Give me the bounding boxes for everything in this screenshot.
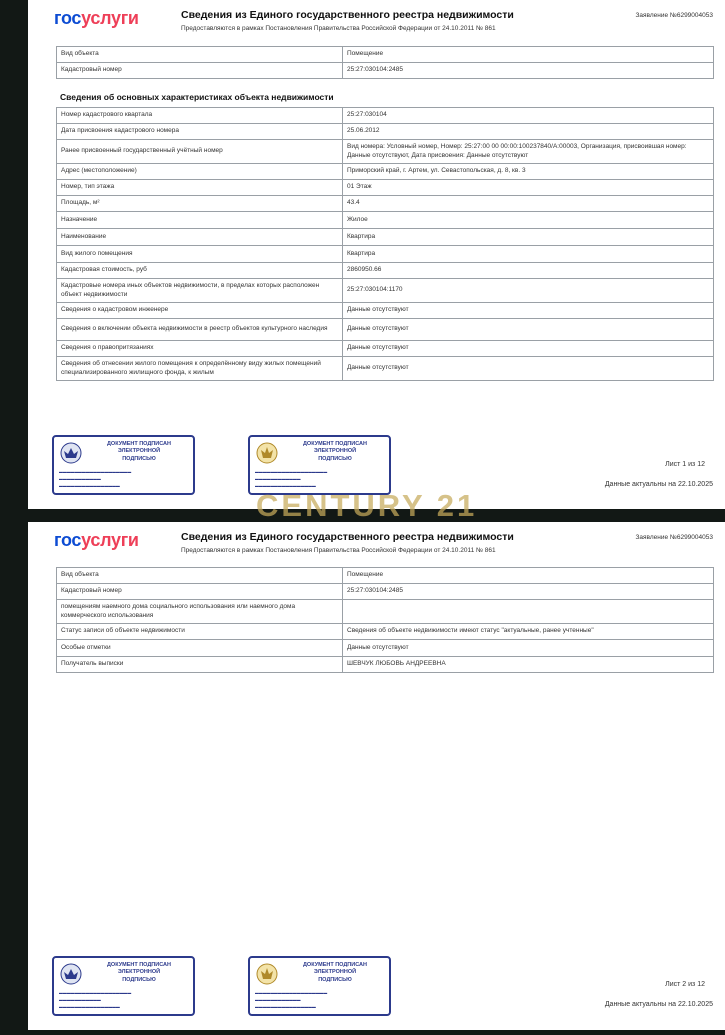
actual-date: Данные актуальны на 22.10.2025 — [604, 1001, 713, 1008]
stamp-details: ▬▬▬▬▬▬▬▬▬▬▬▬▬▬▬▬ — [59, 484, 120, 488]
e-signature-stamp — [248, 435, 391, 495]
stamp-details: ▬▬▬▬▬▬▬▬▬▬▬▬▬▬▬▬ — [59, 1005, 120, 1009]
table-row: Наименование Квартира — [57, 229, 714, 246]
table-row: Дата присвоения кадастрового номера 25.06.2012 — [57, 124, 714, 140]
table-row: Кадастровая стоимость, руб 2860950.66 — [57, 263, 714, 279]
page-header — [28, 522, 725, 562]
table-row: Номер, тип этажа 01 Этаж — [57, 180, 714, 196]
table-row: Кадастровый номер 25:27:030104:2485 — [57, 584, 714, 600]
stamp-title: ДОКУМЕНТ ПОДПИСАН ЭЛЕКТРОННОЙ ПОДПИСЬЮ — [303, 962, 367, 983]
object-status-table — [56, 567, 714, 673]
request-number: Заявление №6299004053 — [635, 534, 713, 541]
stamp-details: ▬▬▬▬▬▬▬▬▬▬▬▬▬▬▬▬ — [255, 1005, 316, 1009]
stamp-details: ▬▬▬▬▬▬▬▬▬▬▬ — [59, 998, 101, 1002]
characteristics-table — [56, 107, 714, 381]
stamp-details: ▬▬▬▬▬▬▬▬▬▬▬▬▬▬▬▬▬▬▬ — [59, 991, 132, 995]
table-row: Назначение Жилое — [57, 212, 714, 229]
e-signature-stamp — [52, 956, 195, 1016]
stamp-details: ▬▬▬▬▬▬▬▬▬▬▬ — [59, 477, 101, 481]
table-row: Площадь, м² 43.4 — [57, 196, 714, 212]
document-title: Сведения из Единого государственного реестра недвижимости — [181, 531, 514, 543]
sheet-number: Лист 1 из 12 — [665, 461, 705, 468]
stamp-title: ДОКУМЕНТ ПОДПИСАН ЭЛЕКТРОННОЙ ПОДПИСЬЮ — [107, 962, 171, 983]
stamp-details: ▬▬▬▬▬▬▬▬▬▬▬▬ — [255, 477, 301, 481]
rosreestr-emblem-icon — [60, 442, 82, 464]
table-row: Сведения о кадастровом инженере Данные отсутствуют — [57, 303, 714, 319]
request-number: Заявление №6299004053 — [635, 12, 713, 19]
table-row: Кадастровый номер 25:27:030104:2485 — [57, 63, 714, 79]
document-page-1 — [28, 0, 725, 509]
page-header — [28, 0, 725, 40]
stamp-details: ▬▬▬▬▬▬▬▬▬▬▬▬ — [255, 998, 301, 1002]
gosuslugi-logo: госуслуги — [54, 530, 139, 550]
actual-date: Данные актуальны на 22.10.2025 — [604, 481, 713, 488]
e-signature-stamp — [248, 956, 391, 1016]
gosuslugi-logo: госуслуги — [54, 8, 139, 28]
stamp-details: ▬▬▬▬▬▬▬▬▬▬▬▬▬▬▬▬ — [255, 484, 316, 488]
document-page-2 — [28, 522, 725, 1030]
table-row: Сведения о правопритязаниях Данные отсутствуют — [57, 341, 714, 357]
rosreestr-emblem-icon — [60, 963, 82, 985]
e-signature-stamp — [52, 435, 195, 495]
table-row: Вид объекта Помещение — [57, 47, 714, 63]
table-row: Статус записи об объекте недвижимости Сведения об объекте недвижимости имеют статус "актуальные, ранее учтенные" — [57, 624, 714, 640]
table-row: Особые отметки Данные отсутствуют — [57, 640, 714, 657]
section-title: Сведения об основных характеристиках объекта недвижимости — [60, 92, 334, 102]
table-row: Ранее присвоенный государственный учётный номер Вид номера: Условный номер, Номер: 25:27:00 00 00:00:100237840/А:00003, Организация, присвоившая номер: Данные отсутствуют, Дата присвоения: Данные отсутствуют — [57, 140, 714, 164]
sheet-number: Лист 2 из 12 — [665, 981, 705, 988]
table-row: Вид жилого помещения Квартира — [57, 246, 714, 263]
stamp-title: ДОКУМЕНТ ПОДПИСАН ЭЛЕКТРОННОЙ ПОДПИСЬЮ — [107, 441, 171, 462]
document-subtitle: Предоставляются в рамках Постановления Правительства Российской Федерации от 24.10.2011 № 861 — [181, 547, 496, 554]
coat-of-arms-icon — [256, 963, 278, 985]
document-title: Сведения из Единого государственного реестра недвижимости — [181, 9, 514, 21]
table-row: помещениям наемного дома социального использования или наемного дома коммерческого использования — [57, 600, 714, 624]
stamp-title: ДОКУМЕНТ ПОДПИСАН ЭЛЕКТРОННОЙ ПОДПИСЬЮ — [303, 441, 367, 462]
object-summary-table — [56, 46, 714, 79]
table-row: Кадастровые номера иных объектов недвижимости, в пределах которых расположен объект недвижимости 25:27:030104:1170 — [57, 279, 714, 303]
table-row: Сведения о включении объекта недвижимости в реестр объектов культурного наследия Данные отсутствуют — [57, 319, 714, 341]
coat-of-arms-icon — [256, 442, 278, 464]
table-row: Сведения об отнесении жилого помещения к определённому виду жилых помещений специализированного жилищного фонда, к жилым Данные отсутствуют — [57, 357, 714, 381]
stamp-details: ▬▬▬▬▬▬▬▬▬▬▬▬▬▬▬▬▬▬▬ — [255, 470, 328, 474]
table-row: Вид объекта Помещение — [57, 568, 714, 584]
table-row: Адрес (местоположение) Приморский край, г. Артем, ул. Севастопольская, д. 8, кв. 3 — [57, 164, 714, 180]
century21-watermark: CENTURY 21 — [256, 488, 478, 523]
table-row: Номер кадастрового квартала 25:27:030104 — [57, 108, 714, 124]
document-subtitle: Предоставляются в рамках Постановления Правительства Российской Федерации от 24.10.2011 № 861 — [181, 25, 496, 32]
stamp-details: ▬▬▬▬▬▬▬▬▬▬▬▬▬▬▬▬▬▬▬ — [59, 470, 132, 474]
stamp-details: ▬▬▬▬▬▬▬▬▬▬▬▬▬▬▬▬▬▬▬ — [255, 991, 328, 995]
table-row: Получатель выписки ШЕВЧУК ЛЮБОВЬ АНДРЕЕВНА — [57, 657, 714, 673]
